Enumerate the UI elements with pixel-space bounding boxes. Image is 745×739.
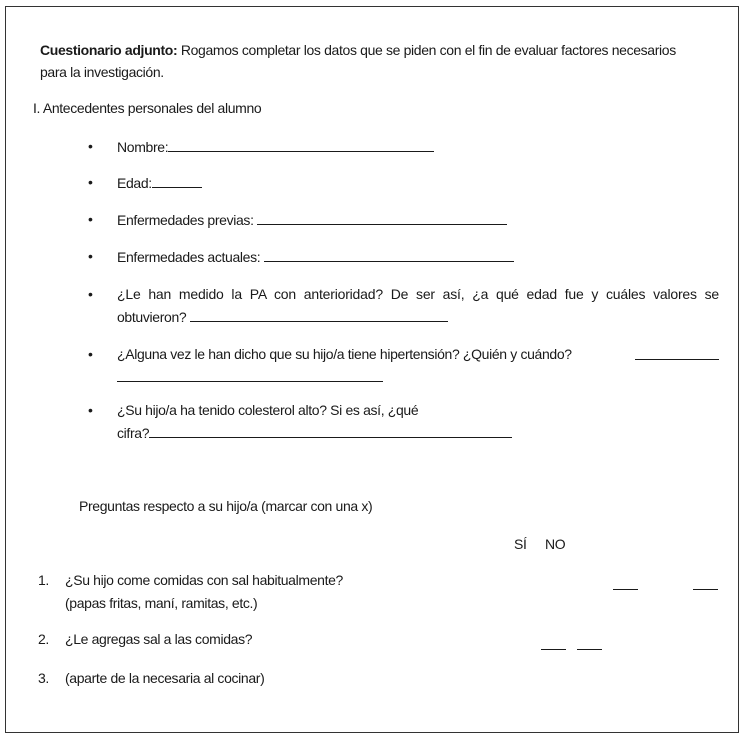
section-title: I. Antecedentes personales del alumno bbox=[33, 100, 262, 116]
field-label: obtuvieron? bbox=[117, 309, 190, 325]
field-pa[interactable] bbox=[117, 308, 448, 325]
question-number: 2. bbox=[38, 631, 49, 647]
field-label: Enfermedades previas: bbox=[117, 212, 258, 228]
blank-line[interactable] bbox=[190, 308, 448, 322]
field-label: cifra? bbox=[117, 425, 150, 441]
field-edad[interactable] bbox=[117, 174, 202, 191]
field-enfermedades-actuales[interactable] bbox=[117, 248, 514, 265]
intro-line-1 bbox=[40, 42, 676, 58]
blank-line[interactable] bbox=[149, 424, 512, 438]
bullet: • bbox=[88, 174, 93, 190]
field-colesterol[interactable] bbox=[117, 424, 512, 441]
blank-line[interactable] bbox=[257, 211, 507, 225]
blank-line[interactable] bbox=[635, 346, 719, 360]
bullet: • bbox=[88, 286, 93, 302]
blank-line[interactable] bbox=[168, 138, 434, 152]
answer-no-blank[interactable] bbox=[577, 636, 602, 650]
answer-no-blank[interactable] bbox=[693, 576, 718, 590]
blank-line[interactable] bbox=[264, 248, 514, 262]
answer-yes-blank[interactable] bbox=[541, 636, 566, 650]
blank-line[interactable] bbox=[152, 174, 202, 188]
field-label: Enfermedades actuales: bbox=[117, 249, 264, 265]
field-label: Nombre: bbox=[117, 139, 169, 155]
blank-line[interactable] bbox=[117, 368, 383, 382]
question-text-sub: (papas fritas, maní, ramitas, etc.) bbox=[65, 595, 258, 611]
bullet: • bbox=[88, 402, 93, 418]
column-yes: SÍ bbox=[514, 536, 527, 552]
question-text: ¿Le agregas sal a las comidas? bbox=[65, 631, 253, 647]
bullet: • bbox=[88, 211, 93, 227]
question-hipertension: ¿Alguna vez le han dicho que su hijo/a tiene hipertensión? ¿Quién y cuándo? bbox=[117, 346, 572, 362]
question-pa-line1: ¿Le han medido la PA con anterioridad? De ser así, ¿a qué edad fue y cuáles valores se bbox=[117, 286, 719, 302]
bullet: • bbox=[88, 138, 93, 154]
field-nombre[interactable] bbox=[117, 138, 434, 155]
bullet: • bbox=[88, 248, 93, 264]
question-number: 1. bbox=[38, 572, 49, 588]
question-number: 3. bbox=[38, 670, 49, 686]
field-label: Edad: bbox=[117, 175, 152, 191]
intro-line-2: para la investigación. bbox=[40, 64, 164, 80]
question-text: ¿Su hijo come comidas con sal habitualmente? bbox=[65, 572, 343, 588]
bullet: • bbox=[88, 346, 93, 362]
answer-yes-blank[interactable] bbox=[613, 576, 638, 590]
intro-text: Rogamos completar los datos que se piden con el fin de evaluar factores necesarios bbox=[177, 42, 676, 58]
intro-bold: Cuestionario adjunto: bbox=[40, 42, 178, 58]
column-no: NO bbox=[545, 536, 566, 552]
question-text: (aparte de la necesaria al cocinar) bbox=[65, 670, 265, 686]
questions-header: Preguntas respecto a su hijo/a (marcar con una x) bbox=[79, 498, 373, 514]
question-colesterol-line1: ¿Su hijo/a ha tenido colesterol alto? Si es así, ¿qué bbox=[117, 402, 419, 418]
field-enfermedades-previas[interactable] bbox=[117, 211, 507, 228]
